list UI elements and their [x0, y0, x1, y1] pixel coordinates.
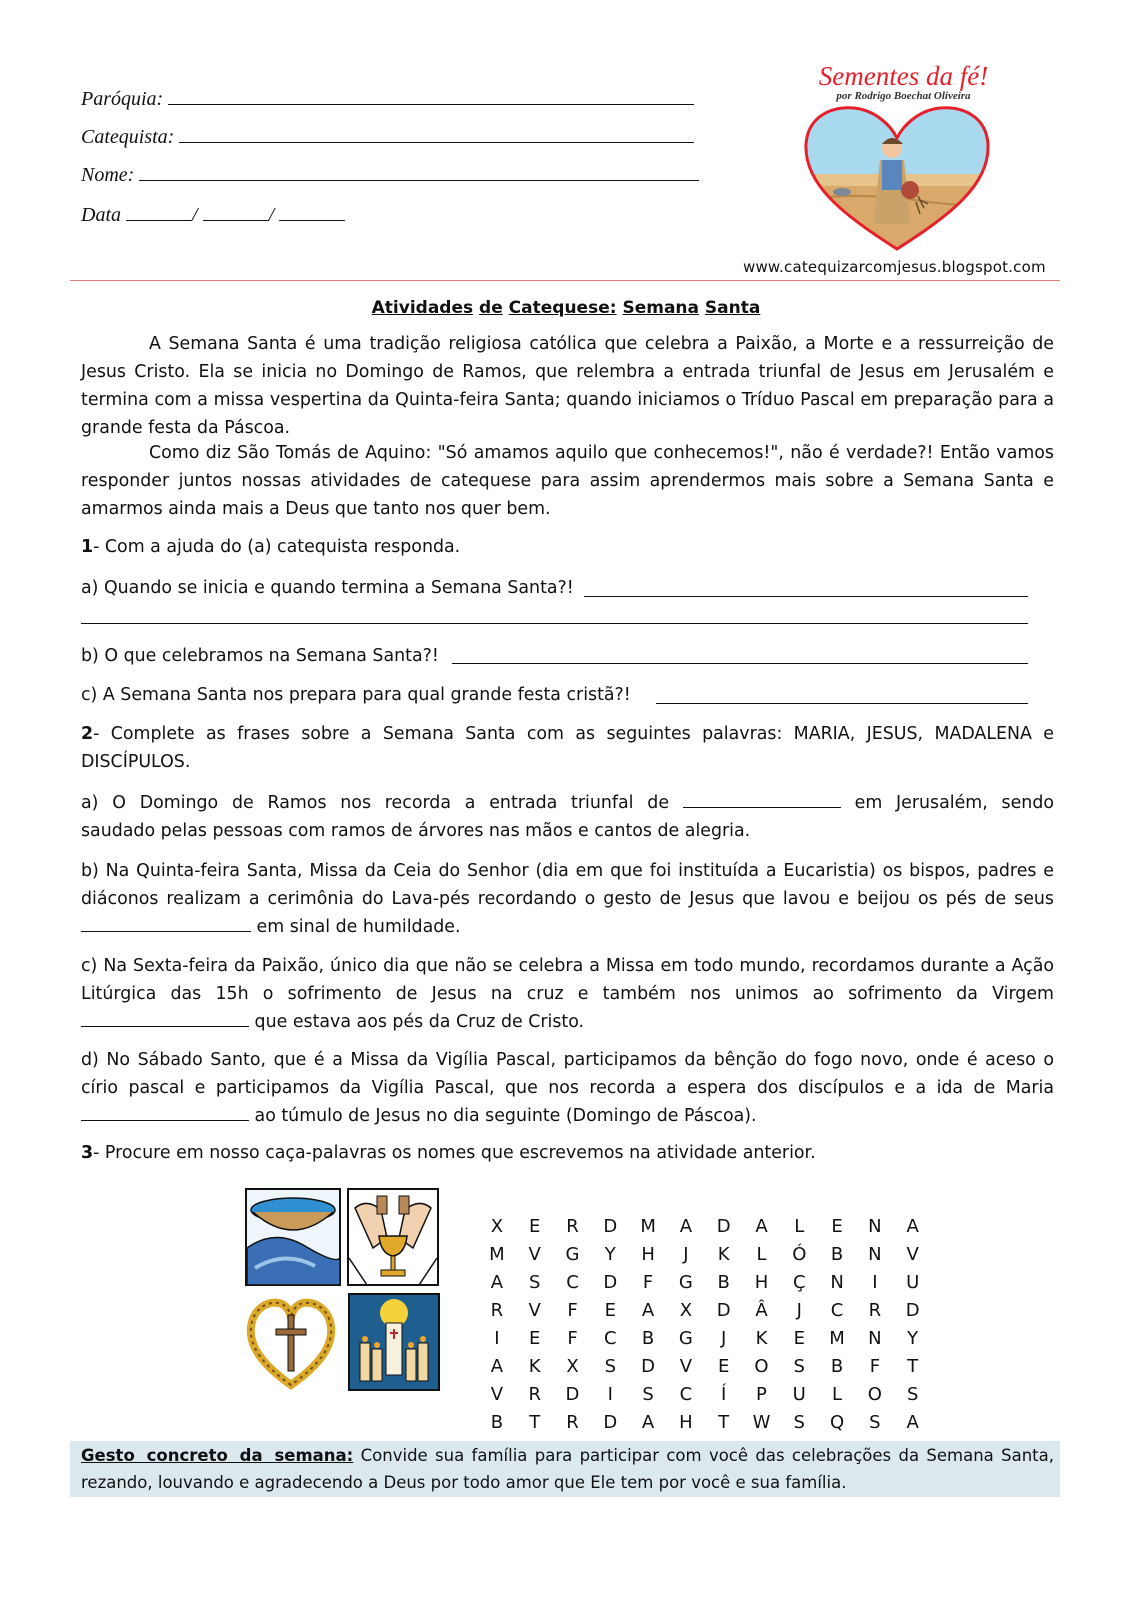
word-search-letter[interactable]: X — [566, 1355, 579, 1377]
word-search-letter[interactable]: N — [868, 1215, 882, 1237]
brand-logo — [806, 62, 1001, 102]
word-search-letter[interactable]: X — [490, 1215, 504, 1237]
question-number: 3 — [81, 1143, 94, 1163]
fill-blank-2b[interactable] — [81, 915, 251, 932]
crown-of-thorns-cross-icon — [243, 1293, 339, 1391]
catechist-label: Catequista: — [81, 126, 175, 148]
date-separator: / — [192, 204, 198, 226]
site-url[interactable]: www.catequizarcomjesus.blogspot.com — [743, 258, 1046, 276]
word-search-letter[interactable]: R — [528, 1383, 541, 1405]
fill-blank-2c[interactable] — [81, 1010, 249, 1027]
word-search-letter[interactable]: K — [717, 1243, 730, 1265]
fill-blank-2a[interactable] — [683, 791, 841, 808]
word-search-letter[interactable]: A — [641, 1299, 655, 1321]
parish-field[interactable] — [168, 86, 694, 105]
date-day-field[interactable] — [126, 202, 192, 221]
sentence-part: a) O Domingo de Ramos nos recorda a entrada triunfal de — [81, 793, 670, 813]
word-search-letter[interactable]: V — [528, 1243, 541, 1265]
word-search-letter[interactable]: H — [679, 1411, 693, 1433]
word-search-letter[interactable]: S — [528, 1271, 541, 1293]
word-search-letter[interactable]: U — [792, 1383, 806, 1405]
word-search-letter[interactable]: W — [752, 1411, 771, 1433]
word-search-letter[interactable]: B — [490, 1411, 504, 1433]
word-search-letter[interactable]: J — [721, 1327, 727, 1349]
word-search-letter[interactable]: E — [604, 1299, 616, 1321]
word-search-letter[interactable]: B — [830, 1355, 844, 1377]
word-search-grid[interactable] — [478, 1212, 932, 1436]
word-search-letter[interactable]: A — [906, 1215, 919, 1237]
question-2a-line1 — [81, 789, 1054, 817]
word-search-letter[interactable]: N — [868, 1327, 882, 1349]
date-row — [81, 202, 345, 227]
word-search-letter[interactable]: R — [868, 1299, 882, 1321]
word-search-letter[interactable]: D — [565, 1383, 580, 1405]
word-search-letter[interactable]: D — [603, 1411, 618, 1433]
word-search-letter[interactable]: E — [529, 1215, 541, 1237]
word-search-letter[interactable]: U — [906, 1271, 920, 1293]
question-number: 1 — [81, 537, 94, 557]
word-search-letter[interactable]: M — [829, 1327, 845, 1349]
date-separator: / — [268, 204, 275, 226]
word-search-letter[interactable]: K — [528, 1355, 541, 1377]
word-search-letter[interactable]: C — [830, 1299, 844, 1321]
word-search-letter[interactable]: S — [793, 1355, 805, 1377]
word-search-letter[interactable]: N — [868, 1243, 882, 1265]
word-search-letter[interactable]: S — [906, 1383, 919, 1405]
word-search-letter[interactable]: F — [642, 1271, 654, 1293]
weekly-gesture-label: Gesto concreto da semana: — [81, 1446, 354, 1465]
word-search-letter[interactable]: G — [678, 1327, 693, 1349]
brand-subtitle: por Rodrigo Boechat Oliveira — [836, 90, 971, 102]
word-search-letter[interactable]: D — [716, 1215, 731, 1237]
name-label: Nome: — [81, 164, 135, 186]
word-search-letter[interactable]: G — [565, 1243, 580, 1265]
intro-paragraph-1: A Semana Santa é uma tradição religiosa católica que celebra a Paixão, a Morte e a ressurreição de Jesus Cristo. Ela se inicia no Domingo de Ramos, que relembra a entrada triunfal de Jesus em Jerusalém e termina com a missa vespertina da Quinta-feira Santa; quando iniciamos o Tríduo Pascal em preparação para a grande festa da Páscoa. — [81, 334, 1054, 438]
question-1 — [81, 533, 1054, 561]
word-search-letter[interactable]: R — [566, 1411, 579, 1433]
word-search-letter[interactable]: Ç — [792, 1271, 806, 1293]
date-year-field[interactable] — [279, 202, 345, 221]
word-search-letter[interactable]: A — [679, 1215, 693, 1237]
parish-row — [81, 86, 694, 111]
title-word: Santa — [704, 298, 761, 318]
word-search-letter[interactable]: I — [872, 1271, 878, 1293]
word-search-letter[interactable]: J — [683, 1243, 689, 1265]
word-search-row — [478, 1268, 932, 1296]
word-search-letter[interactable]: L — [832, 1383, 843, 1405]
word-search-row — [478, 1380, 932, 1408]
answer-line-1a[interactable] — [584, 596, 1028, 597]
word-search-letter[interactable]: S — [793, 1411, 805, 1433]
word-search-letter[interactable]: T — [907, 1355, 919, 1377]
word-search-letter[interactable]: Q — [829, 1411, 845, 1433]
word-search-letter[interactable]: V — [490, 1383, 504, 1405]
word-search-letter[interactable]: V — [679, 1355, 693, 1377]
question-text: - Complete as frases sobre a Semana Santa com as seguintes palavras: MARIA, JESUS, MADALENA e DISCÍPULOS. — [81, 724, 1054, 772]
word-search-letter[interactable]: S — [604, 1355, 616, 1377]
word-search-letter[interactable]: N — [830, 1271, 844, 1293]
question-1b: b) O que celebramos na Semana Santa?! — [81, 646, 439, 666]
fill-blank-2d[interactable] — [81, 1104, 249, 1121]
word-search-letter[interactable]: D — [641, 1355, 656, 1377]
word-search-letter[interactable]: J — [796, 1299, 802, 1321]
answer-line-1c[interactable] — [656, 703, 1028, 704]
date-label: Data — [81, 204, 121, 226]
question-2c — [81, 952, 1054, 1036]
question-3 — [81, 1139, 1054, 1167]
word-search-row — [478, 1324, 932, 1352]
word-search-letter[interactable]: F — [567, 1327, 578, 1349]
sower-heart-illustration — [802, 104, 992, 254]
answer-line-1b[interactable] — [452, 663, 1028, 664]
question-text: - Procure em nosso caça-palavras os nomes que escrevemos na atividade anterior. — [93, 1143, 816, 1163]
word-search-letter[interactable]: L — [794, 1215, 805, 1237]
word-search-letter[interactable]: S — [869, 1411, 881, 1433]
brand-title: Sementes da fé! — [818, 61, 989, 91]
word-search-letter[interactable]: A — [906, 1411, 919, 1433]
sentence-part: em sinal de humildade. — [256, 917, 461, 937]
word-search-letter[interactable]: R — [566, 1215, 579, 1237]
word-search-letter[interactable]: X — [679, 1299, 693, 1321]
catechist-field[interactable] — [179, 124, 694, 143]
word-search-letter[interactable]: T — [718, 1411, 730, 1433]
word-search-letter[interactable]: D — [716, 1299, 731, 1321]
date-month-field[interactable] — [203, 202, 269, 221]
word-search-letter[interactable]: F — [567, 1299, 578, 1321]
word-search-letter[interactable]: A — [641, 1411, 655, 1433]
sentence-part: que estava aos pés da Cruz de Cristo. — [254, 1012, 585, 1032]
word-search-letter[interactable]: O — [867, 1383, 882, 1405]
question-2d — [81, 1046, 1054, 1130]
word-search-letter[interactable]: M — [489, 1243, 505, 1265]
name-field[interactable] — [139, 162, 699, 181]
intro-paragraph-2: Como diz São Tomás de Aquino: "Só amamos aquilo que conhecemos!", não é verdade?! Então vamos responder juntos nossas atividades de catequese para assim aprendermos mais sobre a Semana Santa e amarmos ainda mais a Deus que tanto nos quer bem. — [81, 443, 1054, 519]
word-search-letter[interactable]: B — [641, 1327, 655, 1349]
word-search-letter[interactable]: K — [755, 1327, 768, 1349]
weekly-gesture-body: Convide sua família para participar com você das celebrações da Semana Santa, rezando, louvando e agradecendo a Deus por todo amor que Ele tem por você e sua família. — [81, 1446, 1055, 1492]
word-search-letter[interactable]: V — [906, 1243, 919, 1265]
word-search-letter[interactable]: L — [756, 1243, 767, 1265]
word-search-letter[interactable]: Í — [721, 1383, 727, 1405]
word-search-letter[interactable]: S — [642, 1383, 654, 1405]
word-search-letter[interactable]: R — [490, 1299, 504, 1321]
paschal-candles-icon — [348, 1293, 440, 1391]
word-search-letter[interactable]: A — [490, 1271, 504, 1293]
word-search-letter[interactable]: Ó — [792, 1243, 807, 1265]
word-search-letter[interactable]: E — [793, 1327, 805, 1349]
question-text: - Com a ajuda do (a) catequista responda. — [93, 537, 461, 557]
sentence-part: b) Na Quinta-feira Santa, Missa da Ceia do Senhor (dia em que foi instituída a Eucaristia) os bispos, padres e diáconos realizam a cerimônia do Lava-pés recordando o gesto de Jesus que lavou e beijou os pés de seus — [81, 861, 1054, 909]
word-search-letter[interactable]: D — [905, 1299, 920, 1321]
word-search-letter[interactable]: T — [529, 1411, 541, 1433]
word-search-letter[interactable]: C — [566, 1271, 579, 1293]
question-2 — [81, 720, 1054, 776]
weekly-gesture-text — [81, 1442, 1054, 1496]
word-search-letter[interactable]: V — [528, 1299, 541, 1321]
sentence-part: em Jerusalém, sendo — [854, 793, 1055, 813]
word-search-letter[interactable]: M — [640, 1215, 656, 1237]
word-search-row — [478, 1408, 932, 1436]
question-1a: a) Quando se inicia e quando termina a Semana Santa?! — [81, 578, 574, 598]
word-search-row — [478, 1212, 932, 1240]
word-search-letter[interactable]: D — [603, 1271, 618, 1293]
title-word: Catequese: — [508, 298, 617, 318]
sentence-part: d) No Sábado Santo, que é a Missa da Vigília Pascal, participamos da bênção do fogo novo, onde é aceso o círio pascal e participamos da Vigília Pascal, que nos recorda a espera dos discípulos e a ida de Maria — [81, 1050, 1054, 1098]
washing-bowl-icon — [245, 1188, 341, 1286]
question-2b — [81, 857, 1054, 941]
catechist-row — [81, 124, 694, 149]
header-divider — [70, 280, 1060, 281]
word-search-letter[interactable]: E — [831, 1215, 843, 1237]
word-search-letter[interactable]: O — [754, 1355, 769, 1377]
word-search-row — [478, 1240, 932, 1268]
word-search-row — [478, 1352, 932, 1380]
word-search-letter[interactable]: E — [717, 1355, 730, 1377]
word-search-letter[interactable]: G — [678, 1271, 693, 1293]
word-search-letter[interactable]: B — [830, 1243, 844, 1265]
question-number: 2 — [81, 724, 94, 744]
word-search-letter[interactable]: P — [756, 1383, 767, 1405]
word-search-letter[interactable]: B — [717, 1271, 730, 1293]
title-word: Atividades — [371, 298, 474, 318]
word-search-letter[interactable]: C — [604, 1327, 617, 1349]
word-search-row — [478, 1296, 932, 1324]
name-row — [81, 162, 699, 187]
word-search-letter[interactable]: I — [607, 1383, 613, 1405]
word-search-letter[interactable]: H — [754, 1271, 769, 1293]
page-title — [0, 298, 1132, 318]
question-1c: c) A Semana Santa nos prepara para qual grande festa cristã?! — [81, 685, 631, 705]
sentence-part: c) Na Sexta-feira da Paixão, único dia que não se celebra a Missa em todo mundo, recordamos durante a Ação Litúrgica das 15h o sofrimento de Jesus na cruz e também nos unimos ao sofrimento da Virgem — [81, 956, 1054, 1004]
word-search-letter[interactable]: C — [679, 1383, 693, 1405]
chalice-bread-icon — [347, 1188, 439, 1286]
title-word: de — [479, 298, 503, 318]
word-search-letter[interactable]: Y — [907, 1327, 919, 1349]
word-search-letter[interactable]: A — [755, 1215, 768, 1237]
word-search-letter[interactable]: H — [641, 1243, 655, 1265]
answer-line-1a-cont[interactable] — [81, 623, 1028, 624]
word-search-letter[interactable]: Â — [755, 1299, 768, 1321]
sentence-part: ao túmulo de Jesus no dia seguinte (Domingo de Páscoa). — [254, 1106, 757, 1126]
title-word: Semana — [622, 298, 699, 318]
word-search-letter[interactable]: Y — [604, 1243, 616, 1265]
parish-label: Paróquia: — [81, 88, 164, 110]
word-search-letter[interactable]: I — [494, 1327, 500, 1349]
word-search-letter[interactable]: E — [529, 1327, 541, 1349]
word-search-letter[interactable]: D — [603, 1215, 618, 1237]
word-search-letter[interactable]: F — [869, 1355, 881, 1377]
question-2a-line2: saudado pelas pessoas com ramos de árvores nas mãos e cantos de alegria. — [81, 821, 751, 841]
word-search-letter[interactable]: A — [490, 1355, 504, 1377]
